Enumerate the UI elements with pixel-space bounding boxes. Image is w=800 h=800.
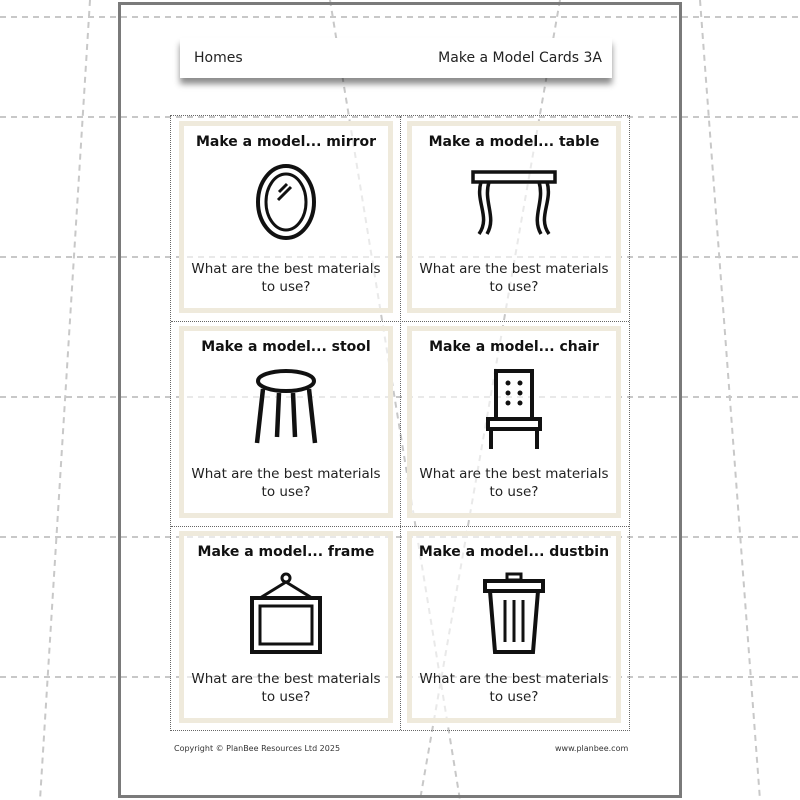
card-title: Make a model... stool [201,339,371,355]
table-icon [469,162,559,242]
card-title: Make a model... frame [197,544,375,560]
frame-icon [246,572,326,656]
cards-grid [170,115,630,731]
cut-line-horizontal [171,526,629,527]
card-dustbin [407,531,621,723]
card-stool [179,326,393,518]
cut-line-horizontal [171,321,629,322]
card-question: What are the best materials to use? [191,466,381,500]
stool-icon [251,367,321,447]
dustbin-icon [479,572,549,656]
card-frame [179,531,393,723]
card-table [407,121,621,313]
card-question: What are the best materials to use? [191,261,381,295]
card-chair [407,326,621,518]
card-title: Make a model... dustbin [418,544,610,560]
copyright-text: Copyright © PlanBee Resources Ltd 2025 [174,744,341,753]
website-link[interactable]: www.planbee.com [555,744,629,753]
mirror-icon [251,162,321,242]
topic-label: Homes [194,50,243,66]
card-question: What are the best materials to use? [191,671,381,705]
card-question: What are the best materials to use? [419,671,609,705]
card-mirror [179,121,393,313]
card-title: Make a model... chair [429,339,599,355]
card-question: What are the best materials to use? [419,466,609,500]
page-header [180,38,612,78]
card-question: What are the best materials to use? [419,261,609,295]
cut-line-vertical [400,116,401,730]
page-title: Make a Model Cards 3A [438,50,602,66]
chair-icon [479,367,549,451]
card-title: Make a model... mirror [195,134,377,150]
card-title: Make a model... table [428,134,600,150]
